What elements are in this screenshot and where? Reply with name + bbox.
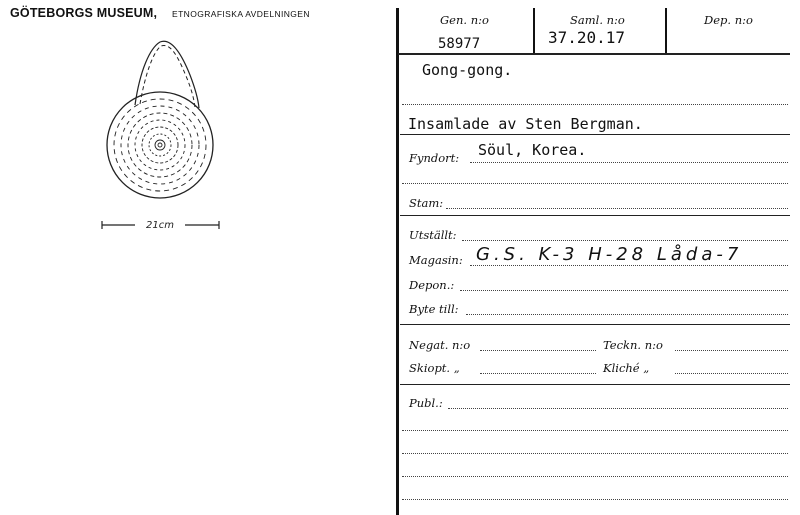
dotted-line [402, 499, 788, 500]
dotted-line [402, 104, 788, 105]
fyndort-label: Fyndort: [409, 151, 460, 165]
gong-disc [107, 92, 213, 198]
gong-cord [135, 41, 199, 108]
dotted-line [480, 373, 596, 374]
gong-sketch [95, 30, 235, 240]
dotted-line [448, 408, 788, 409]
saml-no-label: Saml. n:o [570, 13, 625, 27]
dotted-line [470, 265, 788, 266]
dotted-line [402, 183, 788, 184]
header-divider-1 [533, 8, 535, 54]
fyndort-value: Söul, Korea. [478, 141, 587, 159]
depon-label: Depon.: [409, 278, 455, 292]
dotted-line [460, 290, 788, 291]
header-divider-2 [665, 8, 667, 54]
dotted-line [466, 314, 788, 315]
gen-no-value: 58977 [438, 36, 481, 52]
byte-label: Byte till: [409, 302, 459, 316]
rule-line [400, 215, 790, 216]
department-name: ETNOGRAFISKA AVDELNINGEN [172, 9, 310, 19]
dotted-line [462, 240, 788, 241]
utstallt-label: Utställt: [409, 228, 457, 242]
stam-label: Stam: [409, 196, 444, 210]
dotted-line [675, 350, 788, 351]
publ-label: Publ.: [409, 396, 443, 410]
rule-line [400, 324, 790, 325]
card-left-border [396, 8, 399, 515]
dotted-line [675, 373, 788, 374]
dotted-line [470, 162, 788, 163]
collected-by: Insamlade av Sten Bergman. [408, 115, 643, 133]
saml-no-value: 37.20.17 [548, 28, 626, 47]
magasin-value: G.S. K-3 H-28 Låda-7 [476, 244, 743, 265]
kliche-label: Kliché „ [603, 361, 650, 375]
magasin-label: Magasin: [409, 253, 463, 267]
rule-line [400, 134, 790, 135]
scale-label: 21cm [146, 220, 174, 231]
negat-label: Negat. n:o [409, 338, 471, 352]
skiopt-label: Skiopt. „ [409, 361, 460, 375]
dotted-line [402, 476, 788, 477]
dotted-line [402, 453, 788, 454]
object-name: Gong-gong. [422, 61, 513, 79]
dotted-line [480, 350, 596, 351]
dotted-line [446, 208, 788, 209]
dotted-line [402, 430, 788, 431]
teckn-label: Teckn. n:o [603, 338, 663, 352]
dep-no-label: Dep. n:o [704, 13, 753, 27]
rule-line [400, 384, 790, 385]
header-bottom-line [398, 53, 790, 55]
museum-name: GÖTEBORGS MUSEUM, [10, 6, 158, 20]
gen-no-label: Gen. n:o [440, 13, 489, 27]
